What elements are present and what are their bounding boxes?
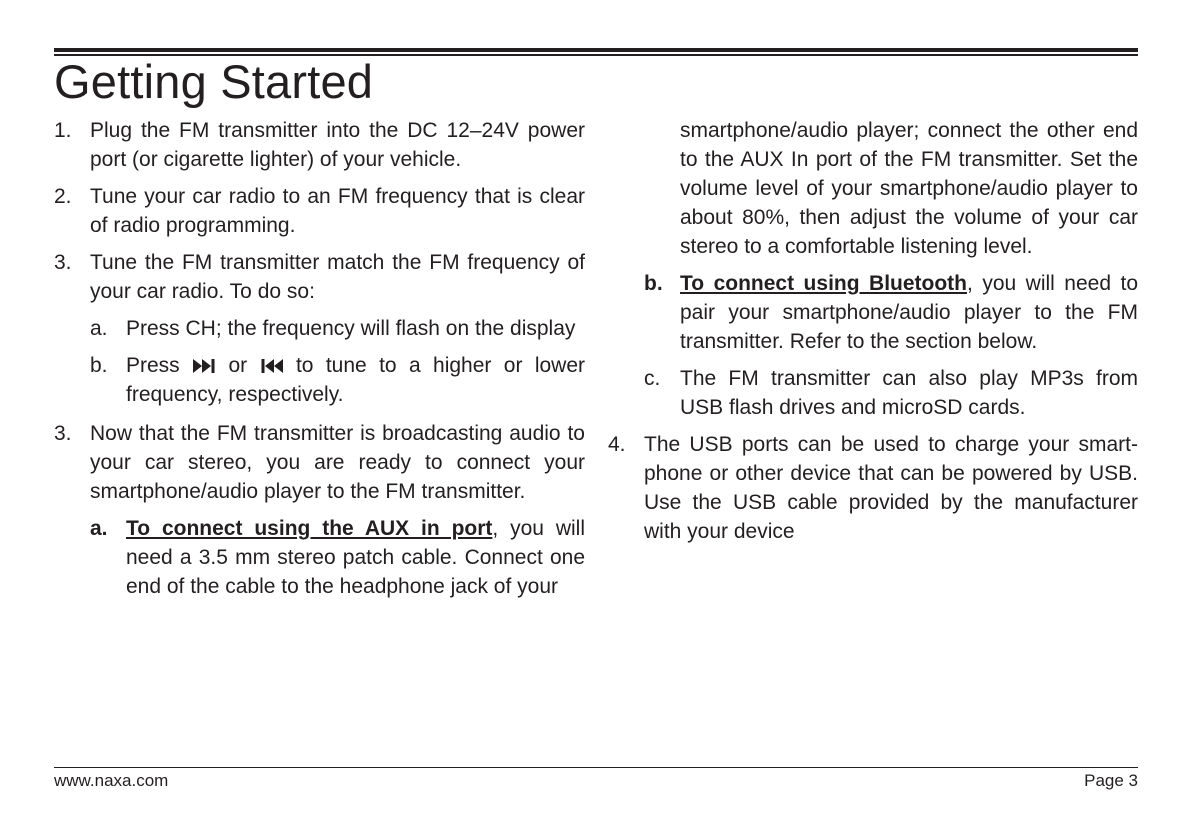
list-marker: 3.: [54, 251, 72, 274]
list-item-step-2: [54, 182, 585, 240]
list-marker: b.: [90, 354, 108, 377]
list-subitem-press-skip: [90, 351, 585, 409]
list-item-text: Tune the FM transmitter match the FM frequency of your car radio. To do so:: [90, 251, 585, 303]
list-subitem-aux: [90, 514, 585, 601]
page-title: Getting Started: [54, 55, 374, 108]
footer-rule: [54, 767, 1138, 768]
list-subitem-press-ch: [90, 314, 585, 343]
list-item-text: Tune your car radio to an FM frequency that is clear of radio programming.: [90, 185, 585, 237]
list-marker: 1.: [54, 119, 72, 142]
list-item-text: Now that the FM transmitter is broadcasting audio to your car stereo, you are ready to connect your smartphone/audio player to the FM transmitter.: [90, 422, 585, 503]
list-item-text: to tune to a higher or lower frequency, respectively.: [126, 354, 586, 406]
left-column: [54, 116, 585, 609]
next-track-icon: [193, 358, 215, 374]
list-item-step-1: [54, 116, 585, 174]
list-subitem-bluetooth: [644, 269, 1138, 356]
aux-heading: To connect using the AUX in port: [126, 517, 493, 540]
list-item-text: The USB ports can be used to charge your smart-phone or other device that can be powered by USB. Use the USB cable provided by the manufacturer with your device: [644, 433, 1138, 543]
list-item-step-3-connect: [54, 419, 585, 506]
list-subitem-usb-playback: [644, 364, 1138, 422]
list-marker: a.: [90, 317, 108, 340]
list-item-text: Plug the FM transmitter into the DC 12–24V power port (or cigarette lighter) of your vehicle.: [90, 119, 585, 171]
press-label: Press: [126, 354, 180, 377]
list-item-step-3: [54, 248, 585, 306]
list-item-text: , you will need to pair your smartphone/audio player to the FM transmitter. Refer to the section below.: [680, 272, 1138, 353]
previous-track-icon: [261, 358, 283, 374]
list-item-text: , you will need a 3.5 mm stereo patch cable. Connect one end of the cable to the headphone jack of your: [126, 517, 585, 598]
list-item-text: The FM transmitter can also play MP3s from USB flash drives and microSD cards.: [680, 367, 1138, 419]
list-marker: a.: [90, 517, 108, 540]
page-number: Page 3: [1084, 771, 1138, 790]
list-marker: b.: [644, 272, 663, 295]
right-column: [608, 116, 1138, 554]
bluetooth-heading: To connect using Bluetooth: [680, 272, 968, 295]
list-marker: 3.: [54, 422, 72, 445]
list-item-text: smartphone/audio player; connect the other end to the AUX In port of the FM transmitter. Set the volume level of your smartphone/audio player to about 80%, then adjust the volume of your car stereo to a comfortable listening level.: [680, 119, 1138, 258]
list-marker: 4.: [608, 433, 626, 456]
list-marker: c.: [644, 367, 661, 390]
list-item-text: Press CH; the frequency will flash on the display: [126, 317, 576, 340]
footer-website: www.naxa.com: [54, 771, 169, 790]
or-label: or: [228, 354, 248, 377]
aux-continuation: [608, 116, 1138, 261]
list-item-step-4: [608, 430, 1138, 546]
list-marker: 2.: [54, 185, 72, 208]
